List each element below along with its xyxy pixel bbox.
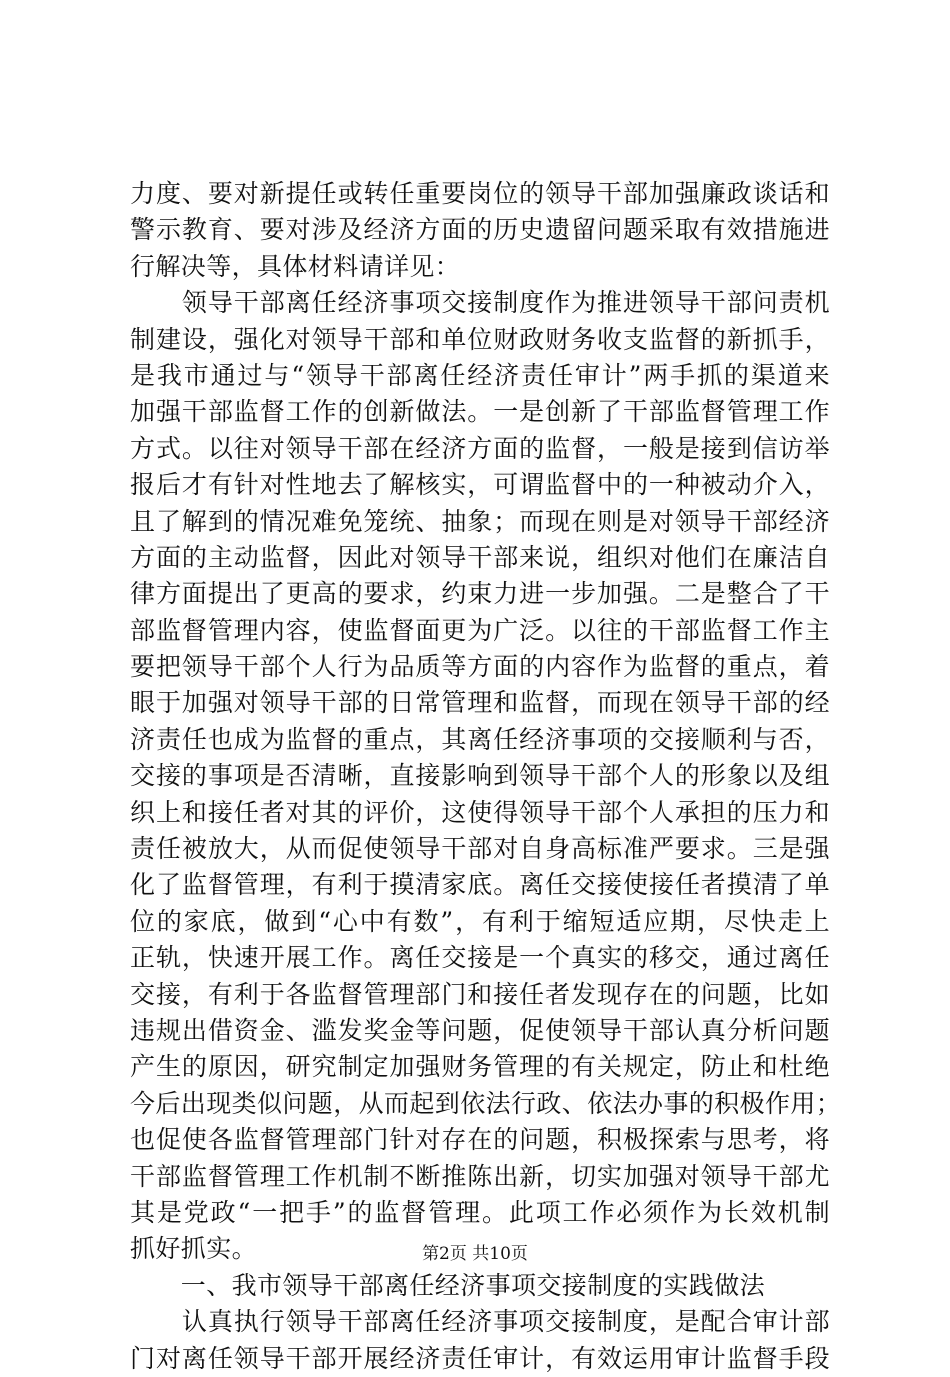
text-line: 方面的主动监督，因此对领导干部来说，组织对他们在廉洁自 (130, 542, 830, 572)
text-line: 责任被放大，从而促使领导干部对自身高标准严要求。三是强 (130, 834, 830, 864)
text-line: 违规出借资金、滥发奖金等问题，促使领导干部认真分析问题 (130, 1015, 830, 1045)
text-line: 位的家底，做到“心中有数”，有利于缩短适应期，尽快走上 (130, 906, 830, 936)
text-line: 抓好抓实。 (130, 1234, 258, 1264)
page-footer: 第2页 共10页 (422, 1244, 528, 1264)
text-line: 济责任也成为监督的重点，其离任经济事项的交接顺利与否， (130, 724, 830, 754)
text-line: 产生的原因，研究制定加强财务管理的有关规定，防止和杜绝 (130, 1052, 830, 1082)
text-line: 警示教育、要对涉及经济方面的历史遗留问题采取有效措施进 (130, 215, 830, 245)
body-text (130, 176, 842, 1377)
text-line: 行解决等，具体材料请详见： (130, 251, 461, 281)
text-line: 眼于加强对领导干部的日常管理和监督，而现在领导干部的经 (130, 688, 830, 718)
text-line: 力度、要对新提任或转任重要岗位的领导干部加强廉政谈话和 (130, 179, 830, 208)
text-line: 律方面提出了更高的要求，约束力进一步加强。二是整合了干 (130, 579, 830, 609)
text-line: 今后出现类似问题，从而起到依法行政、依法办事的积极作用； (130, 1088, 842, 1118)
text-line: 方式。以往对领导干部在经济方面的监督，一般是接到信访举 (130, 433, 830, 463)
text-line: 报后才有针对性地去了解核实，可谓监督中的一种被动介入， (130, 470, 830, 500)
text-line: 领导干部离任经济事项交接制度作为推进领导干部问责机 (130, 288, 830, 318)
text-line: 一、我市领导干部离任经济事项交接制度的实践做法 (130, 1270, 766, 1300)
text-line: 织上和接任者对其的评价，这使得领导干部个人承担的压力和 (130, 797, 830, 827)
text-line: 也促使各监督管理部门针对存在的问题，积极探索与思考，将 (130, 1125, 830, 1155)
text-line: 部监督管理内容，使监督面更为广泛。以往的干部监督工作主 (130, 615, 830, 645)
text-line: 且了解到的情况难免笼统、抽象；而现在则是对领导干部经济 (130, 506, 830, 536)
text-line: 是我市通过与“领导干部离任经济责任审计”两手抓的渠道来 (130, 360, 830, 390)
text-line: 认真执行领导干部离任经济事项交接制度，是配合审计部 (130, 1307, 830, 1337)
text-line: 其是党政“一把手”的监督管理。此项工作必须作为长效机制 (130, 1197, 830, 1227)
text-line: 制建设，强化对领导干部和单位财政财务收支监督的新抓手， (130, 324, 830, 354)
text-line: 干部监督管理工作机制不断推陈出新，切实加强对领导干部尤 (130, 1161, 830, 1191)
text-line: 化了监督管理，有利于摸清家底。离任交接使接任者摸清了单 (130, 870, 830, 900)
text-line: 门对离任领导干部开展经济责任审计，有效运用审计监督手段 (130, 1343, 830, 1373)
text-line: 交接，有利于各监督管理部门和接任者发现存在的问题，比如 (130, 979, 830, 1009)
text-line: 要把领导干部个人行为品质等方面的内容作为监督的重点，着 (130, 652, 830, 682)
text-line: 交接的事项是否清晰，直接影响到领导干部个人的形象以及组 (130, 761, 830, 791)
text-line: 加强干部监督工作的创新做法。一是创新了干部监督管理工作 (130, 397, 830, 427)
text-line: 正轨，快速开展工作。离任交接是一个真实的移交，通过离任 (130, 943, 830, 973)
